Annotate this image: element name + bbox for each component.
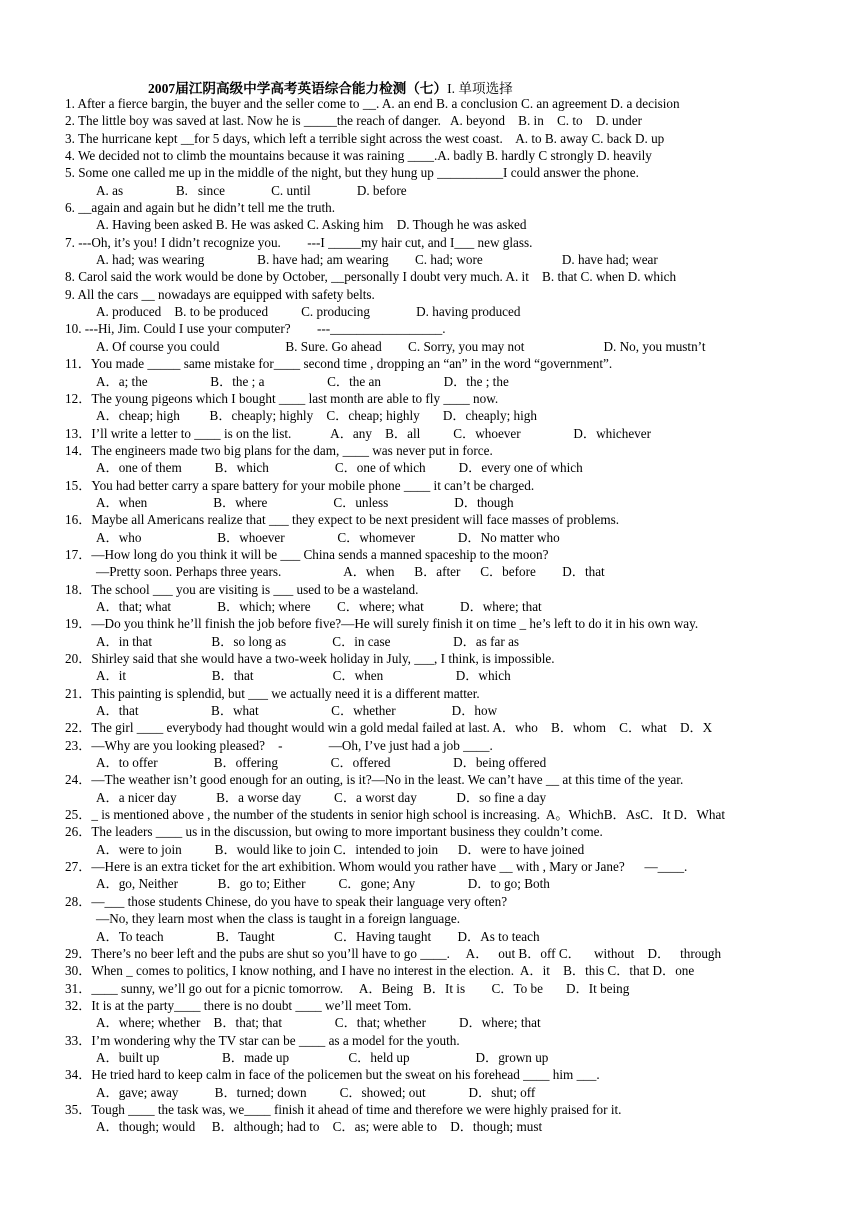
question-options-line: A．that B．what C．whether D．how (96, 703, 498, 719)
question-options-line: —Pretty soon. Perhaps three years. A．when B．after C．before D．that (96, 564, 605, 580)
question-line: 3. The hurricane kept __for 5 days, which left a terrible sight across the west coast. A. to B. away C. back D. up (65, 130, 665, 146)
question-list (65, 95, 855, 1136)
question-options-line: A．that; what B．which; where C．where; what D．where; that (96, 598, 542, 614)
question-options-line: A．a; the B．the ; a C．the an D．the ; the (96, 373, 509, 389)
question-options-line: A．when B．where C．unless D．though (96, 494, 514, 510)
question-line: 24．—The weather isn’t good enough for an outing, is it?—No in the least. We can’t have __ at this time of the year. (65, 772, 684, 788)
question-line: 12．The young pigeons which I bought ____ last month are able to fly ____ now. (65, 390, 499, 406)
question-line: 14．The engineers made two big plans for the dam, ____ was never put in force. (65, 442, 493, 458)
question-line: 13．I’ll write a letter to ____ is on the list. A．any B．all C．whoever D．whichever (65, 425, 652, 441)
question-line: 28．—___ those students Chinese, do you have to speak their language very often? (65, 893, 508, 909)
question-line: 15．You had better carry a spare battery for your mobile phone ____ it can’t be charged. (65, 477, 535, 493)
question-options-line: A. Having been asked B. He was asked C. Asking him D. Though he was asked (96, 217, 527, 233)
question-options-line: A．in that B．so long as C．in case D．as far as (96, 633, 520, 649)
question-line: 23．—Why are you looking pleased? - —Oh, I’ve just had a job ____. (65, 737, 493, 753)
question-options-line: A．To teach B．Taught C．Having taught D．As to teach (96, 928, 540, 944)
question-line: 5. Some one called me up in the middle of the night, but they hung up __________I could answer the phone. (65, 165, 639, 181)
question-line: 16．Maybe all Americans realize that ___ they expect to be next president will face masses of problems. (65, 512, 620, 528)
question-line: 27．—Here is an extra ticket for the art exhibition. Whom would you rather have __ with , Mary or Jane? —____. (65, 859, 688, 875)
question-options-line: A．a nicer day B．a worse day C．a worst day D．so fine a day (96, 789, 547, 805)
page-title (148, 77, 513, 97)
question-line: 30．When _ comes to politics, I know nothing, and I have no interest in the election. A．it B．this C．that D．one (65, 963, 695, 979)
question-line: 6. __again and again but he didn’t tell me the truth. (65, 200, 336, 216)
question-options-line: A. produced B. to be produced C. producing D. having produced (96, 304, 521, 320)
question-line: 32．It is at the party____ there is no doubt ____ we’ll meet Tom. (65, 997, 412, 1013)
question-line: 31．____ sunny, we’ll go out for a picnic tomorrow. A．Being B．It is C．To be D．It being (65, 980, 630, 996)
title-main: 2007届江阴高级中学高考英语综合能力检测（七） (148, 81, 448, 96)
question-options-line: A．it B．that C．when D．which (96, 668, 511, 684)
question-line: 29．There’s no beer left and the pubs are shut so you’ll have to go ____. A． out B．off C． without D． through (65, 945, 722, 961)
question-options-line: —No, they learn most when the class is taught in a foreign language. (96, 911, 461, 927)
question-line: 7. ---Oh, it’s you! I didn’t recognize you. ---I _____my hair cut, and I___ new glass. (65, 234, 533, 250)
question-line: 17．—How long do you think it will be ___ China sends a manned spaceship to the moon? (65, 546, 549, 562)
question-line: 19．—Do you think he’ll finish the job before five?—He will surely finish it on time _ he’s left to do it in his own way. (65, 616, 699, 632)
question-line: 4. We decided not to climb the mountains because it was raining ____.A. badly B. hardly C strongly D. heavily (65, 148, 652, 164)
question-options-line: A. Of course you could B. Sure. Go ahead C. Sorry, you may not D. No, you mustn’t (96, 338, 706, 354)
question-options-line: A．to offer B．offering C．offered D．being offered (96, 755, 547, 771)
question-options-line: A．go, Neither B．go to; Either C．gone; Any D．to go; Both (96, 876, 550, 892)
question-options-line: A. as B. since C. until D. before (96, 182, 407, 198)
question-options-line: A．where; whether B．that; that C．that; whether D．where; that (96, 1015, 541, 1031)
question-options-line: A. had; was wearing B. have had; am wearing C. had; wore D. have had; wear (96, 252, 658, 268)
question-line: 1. After a fierce bargin, the buyer and the seller come to __. A. an end B. a conclusion C. an agreement D. a decision (65, 96, 680, 111)
question-line: 8. Carol said the work would be done by October, __personally I doubt very much. A. it B. that C. when D. which (65, 269, 677, 285)
question-line: 26．The leaders ____ us in the discussion, but owing to more important business they couldn’t come. (65, 824, 603, 840)
question-line: 11．You made _____ same mistake for____ second time , dropping an “an” in the word “government”. (65, 356, 613, 372)
question-line: 2. The little boy was saved at last. Now he is _____the reach of danger. A. beyond B. in C. to D. under (65, 113, 642, 129)
question-options-line: A．one of them B．which C．one of which D．every one of which (96, 460, 583, 476)
question-options-line: A．were to join B．would like to join C．intended to join D．were to have joined (96, 841, 585, 857)
question-line: 10. ---Hi, Jim. Could I use your computer? ---_________________. (65, 321, 446, 337)
question-options-line: A．who B．whoever C．whomever D．No matter who (96, 529, 560, 545)
question-line: 18．The school ___ you are visiting is ___ used to be a wasteland. (65, 581, 419, 597)
question-line: 35．Tough ____ the task was, we____ finish it ahead of time and therefore we were highly praised for it. (65, 1101, 622, 1117)
question-line: 22．The girl ____ everybody had thought would win a gold medal failed at last. A．who B．whom C．what D．X (65, 720, 713, 736)
question-options-line: A．though; would B．although; had to C．as; were able to D．though; must (96, 1119, 543, 1135)
question-line: 25．_ is mentioned above , the number of the students in senior high school is increasing. A。WhichB．AsC．It D．What (65, 807, 726, 823)
question-options-line: A．built up B．made up C．held up D．grown up (96, 1049, 549, 1065)
question-line: 9. All the cars __ nowadays are equipped with safety belts. (65, 286, 375, 302)
question-options-line: A．cheap; high B．cheaply; highly C．cheap; highly D．cheaply; high (96, 408, 537, 424)
question-options-line: A．gave; away B．turned; down C．showed; out D．shut; off (96, 1084, 536, 1100)
question-line: 20．Shirley said that she would have a two-week holiday in July, ___, I think, is impossible. (65, 651, 555, 666)
question-line: 34．He tried hard to keep calm in face of the policemen but the sweat on his forehead ____ him ___. (65, 1067, 600, 1083)
title-section: I. 单项选择 (447, 81, 513, 96)
question-line: 21．This painting is splendid, but ___ we actually need it is a different matter. (65, 685, 480, 701)
question-line: 33．I’m wondering why the TV star can be ____ as a model for the youth. (65, 1032, 460, 1048)
